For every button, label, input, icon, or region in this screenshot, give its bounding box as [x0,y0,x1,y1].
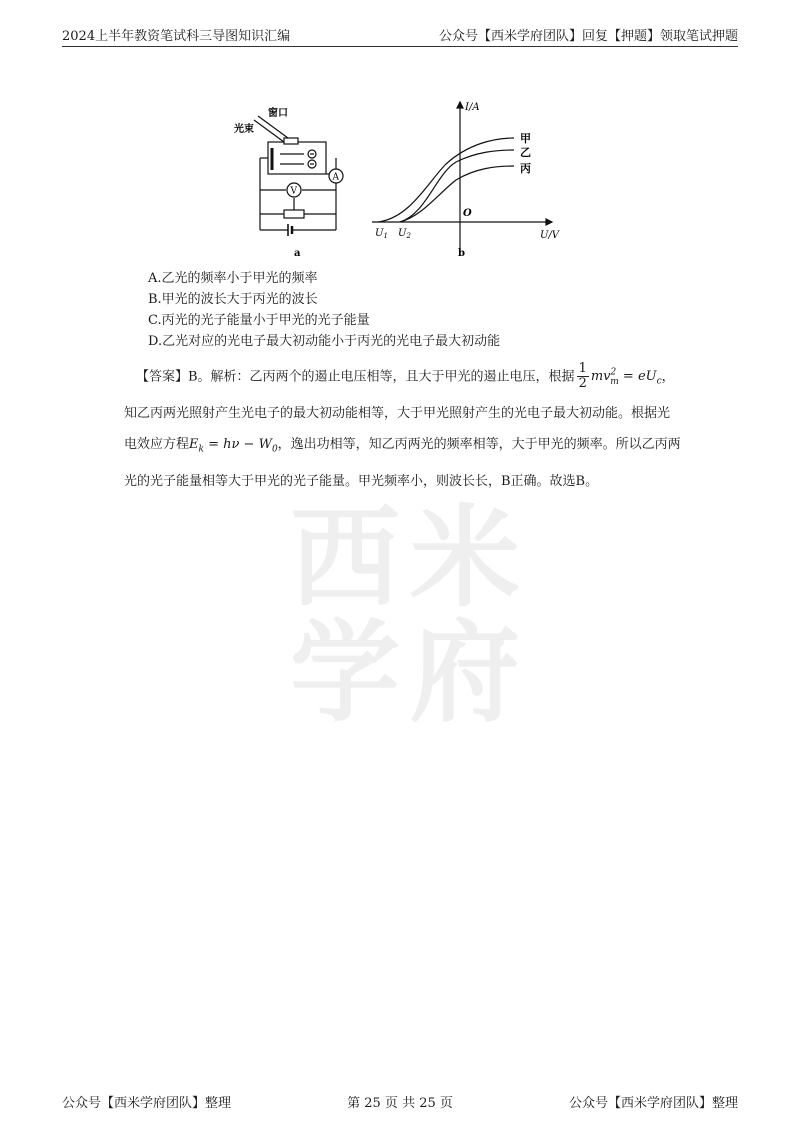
iu-graph [372,102,552,248]
option-d: D.乙光对应的光电子最大初动能小于丙光的光电子最大初动能 [148,334,501,349]
answer-line-2: 知乙丙两光照射产生光电子的最大初动能相等，大于甲光照射产生的光电子最大初动能。根据光 [124,405,671,421]
watermark-char: 学 [290,609,400,737]
label-window: 窗口 [268,108,288,119]
curve-label-jia: 甲 [520,132,531,145]
header-right-notice: 公众号【西米学府团队】回复【押题】领取笔试押题 [438,29,738,44]
u1-label: $U_1$ [375,228,388,240]
u2-label: $U_2$ [398,228,411,240]
watermark-char: 米 [410,494,520,622]
footer-right: 公众号【西米学府团队】整理 [568,1096,738,1111]
page-footer [62,1092,738,1111]
photoelectric-figure [232,98,562,266]
x-axis-label: U/V [540,230,560,241]
answer-line-4: 光的光子能量相等大于甲光的光子能量。甲光频率小，则波长长，B正确。故选B。 [124,473,599,489]
light-beam-line [254,120,284,142]
footer-left: 公众号【西米学府团队】整理 [62,1096,232,1111]
curve-label-bing: 丙 [520,162,531,175]
curve-yi [400,150,514,222]
page-header [62,22,738,47]
answer-options [148,268,500,352]
page-number: 第 25 页 共 25 页 [347,1096,453,1111]
watermark [280,470,540,737]
label-light-beam: 光束 [234,124,254,135]
label-ammeter: A [332,172,339,183]
phototube [268,142,326,174]
x-axis-arrow [546,219,552,225]
curve-label-yi: 乙 [520,146,531,159]
caption-b: b [458,248,465,259]
y-axis-label: I/A [465,102,480,113]
option-b: B.甲光的波长大于丙光的波长 [148,292,318,307]
fraction: $\frac{1}{2}$ [578,361,587,392]
answer-explanation [124,358,684,497]
label-voltmeter: V [290,186,297,197]
formula-kinetic-energy: $mv^2_m = eU_c$ [590,368,662,387]
watermark-char: 西 [290,494,400,622]
caption-a: a [294,248,301,259]
rheostat [284,210,304,218]
circuit-diagram [254,116,343,236]
header-left-title: 2024上半年教资笔试科三导图知识汇编 [62,29,291,44]
window-slot [284,138,298,144]
light-beam-line [258,116,288,138]
option-a: A.乙光的频率小于甲光的频率 [148,271,318,286]
option-c: C.丙光的光子能量小于甲光的光子能量 [148,313,370,328]
curve-bing [400,166,514,222]
y-axis-arrow [457,102,463,108]
answer-line-3: 电效应方程$E_k = h\nu - W_0$，逸出功相等，知乙丙两光的频率相等，大于甲光的频率。所以乙丙两 [124,436,681,455]
formula-photoelectric: $E_k = h\nu - W_0$ [189,436,278,455]
answer-line-1: 【答案】B。解析：乙丙两个的遏止电压相等，且大于甲光的遏止电压，根据 $\frac{1}{2}$ $mv^2_m = eU_c$， [136,361,675,392]
watermark-char: 府 [410,609,520,737]
origin-label: O [463,208,472,219]
